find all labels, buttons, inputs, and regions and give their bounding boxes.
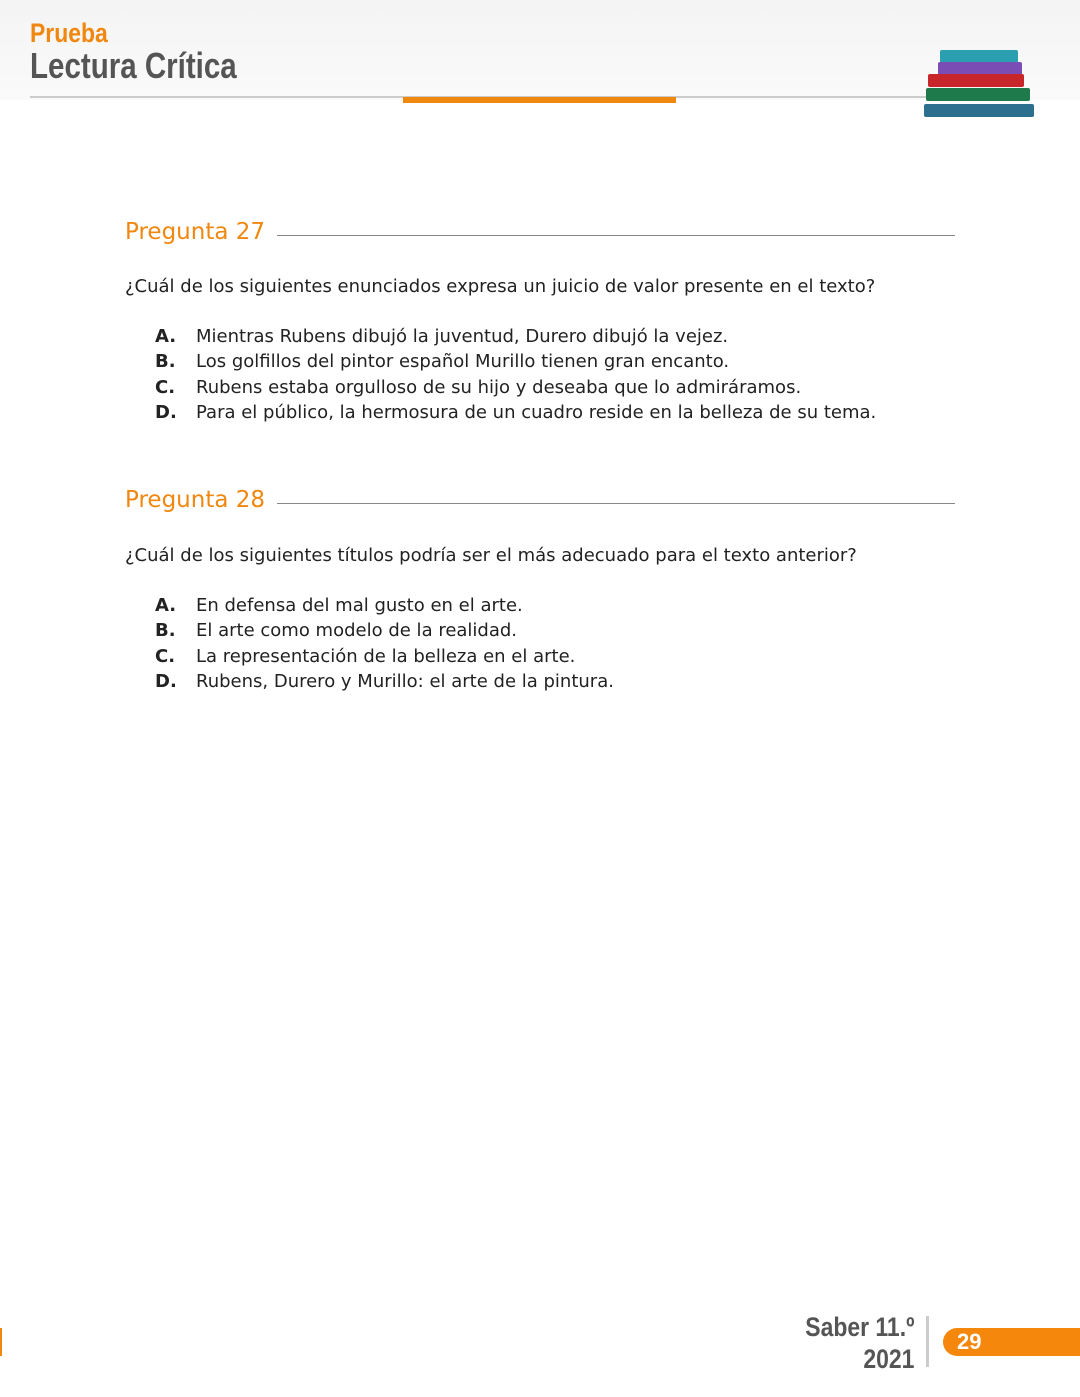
header-accent-bar	[403, 97, 676, 103]
question-27-text: ¿Cuál de los siguientes enunciados expresa un juicio de valor presente en el texto?	[125, 276, 876, 297]
option-letter: C.	[155, 645, 176, 667]
option	[155, 618, 614, 643]
option-text: Rubens, Durero y Murillo: el arte de la pintura.	[196, 670, 614, 692]
divider	[277, 235, 955, 236]
option-letter: D.	[155, 401, 177, 423]
option	[155, 400, 876, 425]
left-margin-mark	[0, 1328, 2, 1356]
option-text: Rubens estaba orgulloso de su hijo y deseaba que lo admiráramos.	[196, 376, 802, 398]
option-letter: B.	[155, 620, 176, 642]
books-stack-icon	[922, 48, 1037, 128]
option-text: El arte como modelo de la realidad.	[196, 620, 518, 642]
option-text: La representación de la belleza en el arte.	[196, 645, 576, 667]
footer-exam	[805, 1311, 914, 1375]
option-letter: B.	[155, 351, 176, 373]
footer-exam-name: Saber 11.º	[804, 1312, 914, 1342]
option	[155, 375, 876, 400]
option-text: Mientras Rubens dibujó la juventud, Durero dibujó la vejez.	[196, 326, 729, 347]
option-letter: A.	[155, 326, 177, 347]
option	[155, 349, 876, 374]
option-letter: A.	[155, 595, 177, 616]
question-27-title: Pregunta 27	[125, 219, 266, 245]
option-text: Los golfillos del pintor español Murillo tienen gran encanto.	[196, 351, 730, 373]
option-letter: D.	[155, 670, 177, 692]
option	[155, 644, 614, 669]
header-subject: Lectura Crítica	[30, 45, 237, 86]
page-number: 29	[943, 1328, 1080, 1356]
option	[155, 324, 876, 349]
option-text: En defensa del mal gusto en el arte.	[196, 595, 523, 616]
option-letter: C.	[155, 376, 176, 398]
option-text: Para el público, la hermosura de un cuadro reside en la belleza de su tema.	[196, 401, 877, 423]
option	[155, 593, 614, 618]
option	[155, 669, 614, 694]
footer-divider	[926, 1316, 929, 1367]
footer-year: 2021	[862, 1344, 914, 1374]
question-28-text: ¿Cuál de los siguientes títulos podría ser el más adecuado para el texto anterior?	[125, 545, 857, 566]
question-28-options	[155, 593, 614, 694]
divider	[277, 503, 955, 504]
question-28-title: Pregunta 28	[125, 487, 266, 513]
header-label: Prueba	[30, 18, 108, 48]
question-27-options	[155, 324, 876, 425]
